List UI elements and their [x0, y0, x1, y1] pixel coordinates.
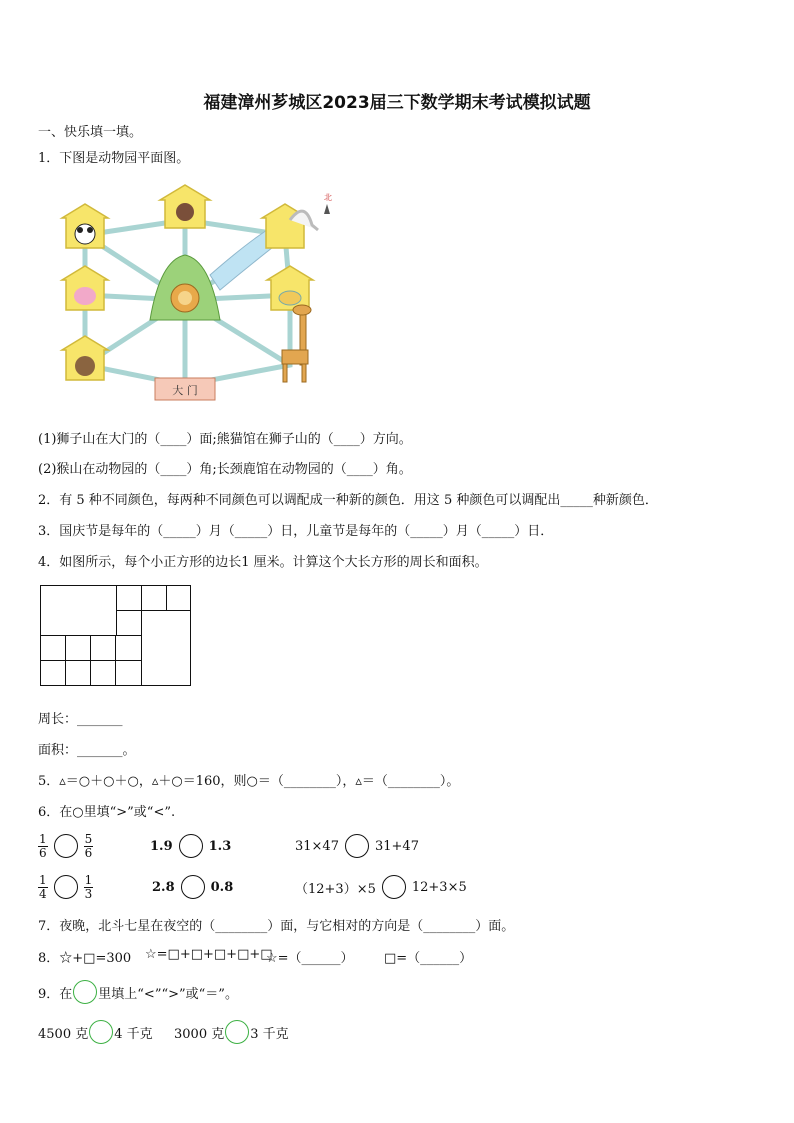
question-9-text: 9．在 里填上“<”“>”或“＝”。 [38, 980, 238, 1004]
question-7-text: 7．夜晚，北斗七星在夜空的（________）面，与它相对的方向是（________）面。 [38, 919, 515, 934]
fraction: $\frac{1}{6}$ [39, 831, 47, 860]
question-5-text: 5．▵＝○＋○＋○，▵＋○＝160，则○＝（________），▵＝（________）。 [38, 774, 460, 789]
area-line: 面积：_______。 [38, 743, 136, 758]
answer-circle[interactable] [225, 1020, 249, 1044]
compare-circle[interactable] [54, 875, 78, 899]
compare-row-1 [38, 828, 93, 864]
section-heading: 一、快乐填一填。 [38, 125, 143, 140]
question-8-b: ☆=□+□+□+□+□ [145, 947, 273, 962]
question-6-text: 6．在○里填“>”或“<”. [38, 805, 176, 820]
rectangle-grid-figure [40, 585, 191, 686]
fraction: $\frac{1}{4}$ [39, 872, 47, 901]
compare-row-2-c: （12+3）×5 12+3×5 [295, 875, 467, 899]
compare-circle[interactable] [345, 834, 369, 858]
question-1-sub-1: (1)狮子山在大门的（____）面;熊猫馆在狮子山的（____）方向。 [38, 432, 412, 447]
compare-circle[interactable] [54, 834, 78, 858]
compare-circle[interactable] [179, 834, 203, 858]
question-4-text: 4．如图所示，每个小正方形的边长1 厘米。计算这个大长方形的周长和面积。 [38, 555, 488, 570]
answer-circle[interactable] [73, 980, 97, 1004]
question-8-a: 8．☆+□=300 [38, 951, 132, 966]
question-8-d: □=（______） [384, 951, 473, 966]
question-1-sub-2: (2)猴山在动物园的（____）角;长颈鹿馆在动物园的（____）角。 [38, 462, 412, 477]
compare-row-1-c: 31×47 31+47 [295, 834, 419, 858]
perimeter-line: 周长：_______ [38, 712, 123, 727]
gate-label: 大 门 [172, 384, 198, 397]
question-9-expr-2: 3000 克 3 千克 [174, 1020, 289, 1044]
north-arrow-icon [324, 204, 330, 214]
question-9-expr-1: 4500 克 4 千克 [38, 1020, 153, 1044]
compare-circle[interactable] [382, 875, 406, 899]
question-8-c: ☆=（______） [266, 951, 354, 966]
compare-row-1-b: 1.9 1.3 [150, 834, 231, 858]
north-label: 北 [324, 193, 332, 202]
answer-circle[interactable] [89, 1020, 113, 1044]
page-title: 福建漳州芗城区2023届三下数学期末考试模拟试题 [203, 93, 591, 113]
zoo-map-image [50, 180, 340, 410]
question-1-text: 1．下图是动物园平面图。 [38, 151, 190, 166]
question-3-text: 3．国庆节是每年的（_____）月（_____）日，儿童节是每年的（_____）月（_____）日． [38, 524, 554, 539]
compare-row-2 [38, 869, 93, 905]
compare-circle[interactable] [181, 875, 205, 899]
fraction: $\frac{1}{3}$ [84, 872, 93, 901]
question-2-text: 2．有 5 种不同颜色，每两种不同颜色可以调配成一种新的颜色．用这 5 种颜色可以调配出_____种新颜色． [38, 493, 658, 508]
compare-row-2-b: 2.8 0.8 [152, 875, 233, 899]
fraction: $\frac{5}{6}$ [84, 831, 93, 860]
